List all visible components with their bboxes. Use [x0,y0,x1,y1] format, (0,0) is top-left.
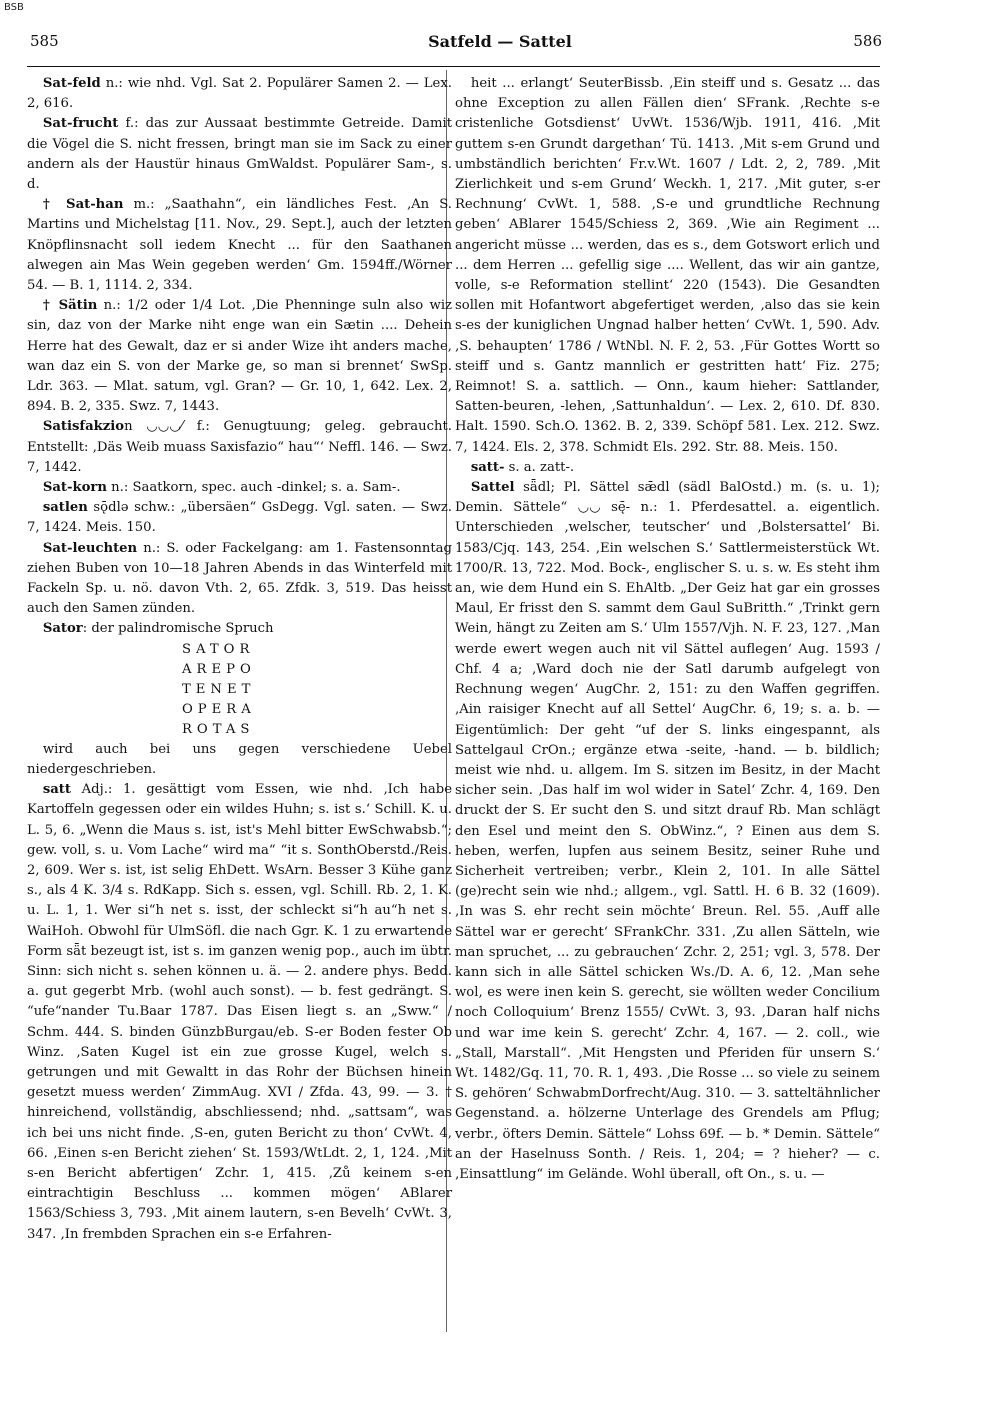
dictionary-entry [27,740,452,780]
dictionary-entry [27,780,452,1245]
sator-line: OPERA [182,701,256,717]
entry-headword: Sat-feld [42,76,101,91]
entry-text: n ◡◡◡⁄ f.: Genugtuung; geleg. gebraucht. Entstellt: ‚Däs Weib muass Saxisfazio“ hau“‘ Neffl. 146. — Swz. 7, 1442. [27,419,452,475]
entry-text: n.: Saatkorn, spec. auch -dinkel; s. a. Sam-. [106,480,401,496]
entry-text: m.: „Saathahn“, ein ländliches Fest. ‚An S. Martins und Michelstag [11. Nov., 29. Sept.], auch der letzten Knöpflinsnacht soll iedem Knecht ... für den Saathanen alwegen ain Mas Wein gegeben werden‘ Gm. 1594ff./Wörner 54. — B. 1, 1114. 2, 334. [27,197,452,294]
entry-headword: satlen [42,500,88,516]
dictionary-entry [27,74,452,114]
entry-text: sǟdl; Pl. Sättel sǣdl (sädl BalOstd.) m. (s. u. 1); Demin. Sättele“ ◡◡ sę̄- n.: 1. Pferdesattel. a. eigentlich. Unterschieden ‚welscher, teutscher‘ und ‚Bolstersattel‘ Bi. 1583/Cjq. 143, 254. ‚Ein welschen S.‘ Sattlermeisterstück Wt. 1700/R. 13, 722. Mod. Bock-, englischer S. u. s. w. Es steht ihm an, wie dem Hund ein S. EhAltb. „Der Geiz hat gar ein grosses Maul, Er frisst den S. sammt dem Gaul SuBritth.“ ‚Trinkt gern Wein, hängt zu Zeiten am S.‘ Ulm 1557/Vjh. N. F. 23, 127. ‚Man werde ewert wegen auch nit vil Sättel auflegen‘ Aug. 1593 / Chf. 4 a; ‚Ward doch nie der Satl darumb aufgelegt von Rechnung wegen‘ AugChr. 2, 151: zu den Waffen gegriffen. ‚Ain raisiger Knecht auf all Settel‘ AugChr. 6, 19; s. a. b. — Eigentümlich: Der geht “uf der S. links eingespannt, als Sattelgaul CrOn.; ergänze etwa -seite, -hand. — b. bildlich; meist wie nhd. u. allgem. Im S. sitzen im Besitz, in der Macht sicher sein. ‚Das half im wol wider in Satel‘ Zchr. 4, 169. Den druckt der S. Er sucht den S. und sitzt drauf Rb. Man schlägt den Esel und meint den S. ObWinz.“, ? Einen aus dem S. heben, werfen, lupfen aus seinem Besitz, seiner Ruhe und Sicherheit vertreiben; verbr., Klein 2, 101. In alle Sättel (ge)recht sein wie nhd.; allgem., vgl. Sattl. H. 6 B. 32 (1609). ‚In was S. ehr recht sein möchte‘ Breun. Rel. 55. ‚Auff alle Sättel war er gerecht‘ SFrankChr. 331. ‚Zu allen Sätteln, wie man spruchet, ... zu gebrauchen‘ Zchr. 2, 251; vgl. 3, 578. Der kann sich in alle Sättel schicken Ws./D. A. 6, 12. ‚Man sehe wol, es were inen kein S. gerecht, sie wöllten weder Concilium noch Colloquium‘ Brenz 1555/ CvWt. 3, 93. ‚Daran half nichs und war ime kein S. gerecht‘ Zchr. 4, 167. — 2. coll., wie „Stall, Marstall“. ‚Mit Hengsten und Pferiden für unsern S.‘ Wt. 1482/Gq. 11, 70. R. 1, 493. ‚Die Rosse ... so viele zu seinem S. gehören‘ SchwabmDorfrecht/Aug. 310. — 3. satteltähnlicher Gegenstand. a. hölzerne Unterlage des Grendels am Pflug; verbr., öfters Demin. Sättele“ Lohss 69f. — b. * Demin. Sättele“ an der Haselnuss Sonth. / Reis. 1, 204; = ? hieher? — c. ‚Einsattlung“ im Gelände. Wohl überall, oft On., s. u. — [455,480,880,1182]
dictionary-entry [27,498,452,538]
entry-text: wird auch bei uns gegen verschiedene Uebel niedergeschrieben. [27,741,452,777]
dictionary-entry [27,619,452,639]
entry-headword: Sattel [470,480,515,496]
sator-line: TENET [182,681,256,697]
page-title: Satfeld — Sattel [428,32,572,51]
entry-text: n.: wie nhd. Vgl. Sat 2. Populärer Samen 2. — Lex. 2, 616. [27,76,452,112]
sator-line: SATOR [182,641,255,657]
dictionary-entry [455,458,880,478]
dictionary-entry [455,74,880,458]
dictionary-entry [27,478,452,498]
dictionary-entry [27,296,452,417]
left-column [27,74,452,1245]
page-number-left: 585 [30,32,59,50]
sator-line: ROTAS [182,721,255,737]
entry-text: : der palindromische Spruch [82,621,274,637]
entry-headword: Satisfakzio [42,419,125,435]
library-mark: BSB [4,2,24,13]
entry-headword: satt [42,782,71,798]
entry-headword: Sat-korn [42,480,107,496]
page-number-right: 586 [853,32,882,50]
entry-headword: satt- [470,459,505,475]
entry-text: sǭdlə schw.: „übersäen“ GsDegg. Vgl. saten. — Swz. 7, 1424. Meis. 150. [27,500,452,536]
dictionary-entry [27,539,452,620]
entry-text: heit ... erlangt‘ SeuterBissb. ‚Ein steiff und s. Gesatz ... das ohne Exception zu allen Fällen dien‘ SFrank. ‚Rechte s-e cristenliche Gotsdienst‘ UvWt. 1536/Wjb. 1911, 416. ‚Mit guttem s-en Grundt dargethan‘ Tü. 1413. ‚Mit s-em Grund und umbständlich berichten‘ Fr.v.Wt. 1607 / Ldt. 2, 2, 789. ‚Mit Zierlichkeit und s-em Grund‘ Weckh. 1, 217. ‚Mit guter, s-er Rechnung‘ CvWt. 1, 588. ‚S-e und grundtliche Rechnung geben‘ ABlarer 1545/Schiess 2, 369. ‚Wie ain Regiment ... angericht müsse ... werden, das es s., dem Gotswort erlich und ... dem Herren ... gefellig sige .... Wellent, das wir ain gantze, volle, s-e Reformation stellint‘ 220 (1543). Die Gesandten sollen mit Hofantwort abgefertiget werden, ‚also das sie kein s-es der kuniglichen Ungnad halber hetten‘ CvWt. 1, 590. Adv. ‚S. behaupten‘ 1786 / WtNbl. N. F. 2, 53. ‚Für Gottes Wortt so steiff und s. Gantz mannlich er gestritten hatt‘ Fiz. 275; Reimnot! S. a. sattlich. — Onn., kaum hieher: Sattlander, Satten-beuren, -lehen, ‚Sattunhaldun‘. — Lex. 2, 610. Df. 830. Halt. 1590. Sch.O. 1362. B. 2, 339. Schöpf 581. Lex. 212. Swz. 7, 1424. Els. 2, 378. Schmidt Els. 292. Str. 88. Meis. 150. [455,76,880,455]
entry-text: f.: das zur Aussaat bestimmte Getreide. Damit die Vögel die S. nicht fressen, bringt man sie im Sack zu einer andern als der Haustür hinaus GmWaldst. Populärer Sam-, s. d. [27,116,452,193]
dictionary-entry [455,478,880,1185]
entry-headword: Sator [42,621,83,637]
dictionary-entry [27,195,452,296]
entry-text: n.: S. oder Fackelgang: am 1. Fastensonntag ziehen Buben von 10—18 Jahren Abends in das Winterfeld mit Fackeln Sp. u. nö. davon Vth. 2, 65. Zfdk. 3, 519. Das heisst auch den Samen zünden. [27,540,452,617]
right-column [455,74,880,1185]
entry-headword: † Sat-han [42,197,124,213]
entry-text: s. a. zatt-. [504,459,575,475]
entry-text: n.: 1/2 oder 1/4 Lot. ‚Die Phenninge suln also wiz sin, daz von der Marke niht enge wan ein Sætin .... Dehein Herre hat des Gewalt, daz er si ander Wize iht anders mache, wan daz ein S. von der Marke ge, so man si brennet‘ SwSp. Ldr. 363. — Mlat. satum, vgl. Gran? — Gr. 10, 1, 642. Lex. 2, 894. B. 2, 335. Swz. 7, 1443. [27,298,453,415]
entry-headword: † Sätin [42,298,98,314]
header-rule [27,66,880,67]
sator-line: AREPO [182,661,256,677]
entry-headword: Sat-leuchten [42,540,138,556]
entry-headword: Sat-frucht [42,116,119,132]
dictionary-entry [27,114,452,195]
entry-text: Adj.: 1. gesättigt vom Essen, wie nhd. ‚Ich habe Kartoffeln gegessen oder ein wildes Huhn; s. ist s.‘ Schill. K. u. L. 5, 6. „Wenn die Maus s. ist, ist's Mehl bitter EwSchwabsb.“; gew. voll, s. u. Vom Lache“ wird ma“ “it s. SonthOberstd./Reis. 2, 609. Wer s. ist, ist selig EhDett. WsArn. Besser 3 Kühe ganz s., als 4 K. 3/4 s. RdKapp. Sich s. essen, vgl. Schill. Rb. 2, 1. K. u. L. 1, 1. Wer si“h net s. isst, der schleckt si“h au“h net s. WaiHoh. Obwohl für UlmSöfl. die nach Ggr. K. 1 zu erwartende Form sǟt bezeugt ist, ist s. im ganzen wenig pop., auch im übtr. Sinn: sich nicht s. sehen können u. ä. — 2. andere phys. Bedd. a. gut gegerbt Mrb. (wohl auch sonst). — b. fest gedrängt. S. “ufe“nander Tu.Baar 1787. Das Eisen liegt s. an „Sww.“ / Schm. 444. S. binden GünzbBurgau/eb. S-er Boden fester Ob Winz. ‚Saten Kugel ist ein zue grosse Kugel, welch s. getrungen und mit Gewaltt in das Rohr der Büchsen hinein gesetzt muess werden‘ ZimmAug. XVI / Zfda. 43, 99. — 3. † hinreichend, vollständig, abschliessend; nhd. „sattsam“, was ich bei uns nicht finde. ‚S-en, guten Bericht zu thon‘ CvWt. 4, 66. ‚Einen s-en Bericht ziehen‘ St. 1593/WtLdt. 2, 1, 124. ‚Mit s-en Bericht abfertigen‘ Zchr. 1, 415. ‚Zů keinem s-en eintrachtigin Beschluss ... kommen mögen‘ ABlarer 1563/Schiess 3, 793. ‚Mit ainem lautern, s-en Bevelh‘ CvWt. 3, 347. ‚In frembden Sprachen ein s-e Erfahren- [27,782,452,1242]
dictionary-entry [27,417,452,478]
